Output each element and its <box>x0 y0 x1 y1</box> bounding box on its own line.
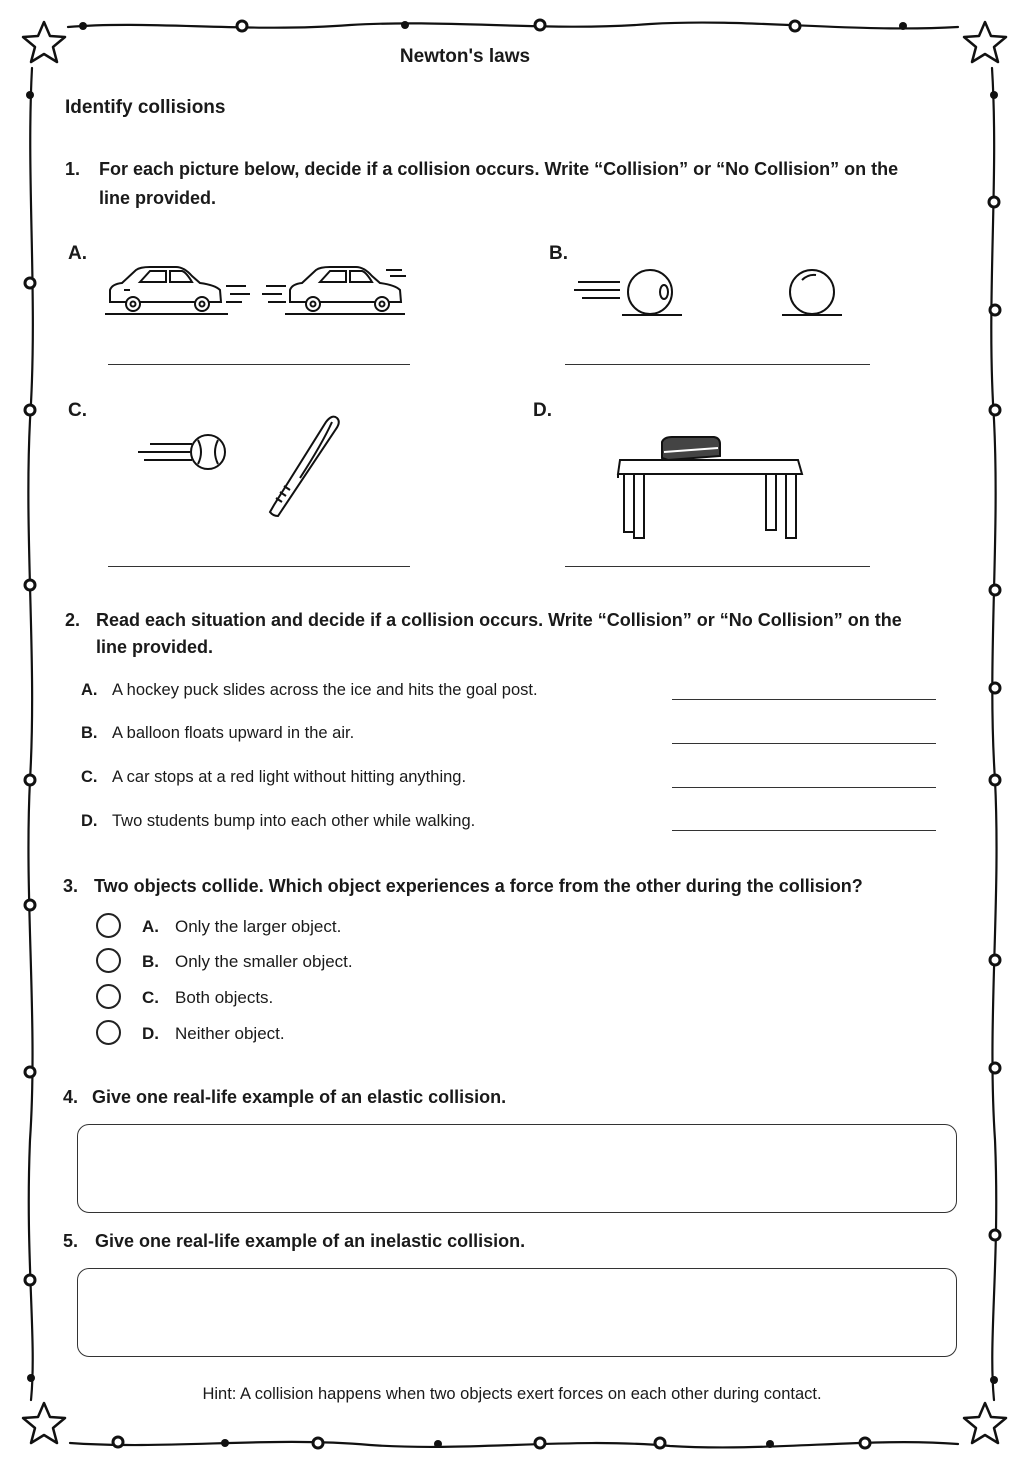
picture-label-b: B. <box>549 243 568 264</box>
answer-box-inelastic[interactable] <box>77 1268 957 1357</box>
question-number: 2. <box>65 610 81 630</box>
hint-text: Hint: A collision happens when two objects exert forces on each other during contact. <box>202 1385 822 1403</box>
star-icon <box>964 22 1006 62</box>
question-text: Give one real-life example of an inelastic collision. <box>95 1231 526 1251</box>
radio-circle-icon[interactable] <box>96 1020 121 1045</box>
page-title: Newton's laws <box>399 46 531 67</box>
radio-circle-icon[interactable] <box>96 913 121 938</box>
multiple-choice-option[interactable]: A. Only the larger object. <box>96 917 496 941</box>
question-text: Two objects collide. Which object experiences a force from the other during the collision? <box>94 876 863 896</box>
answer-line[interactable] <box>672 699 936 700</box>
answer-box-elastic[interactable] <box>77 1124 957 1213</box>
multiple-choice-option[interactable]: C. Both objects. <box>96 988 496 1012</box>
answer-line-a[interactable] <box>108 364 410 365</box>
answer-line[interactable] <box>672 787 936 788</box>
star-icon <box>23 1403 65 1443</box>
question-text: For each picture below, decide if a collision occurs. Write “Collision” or “No Collision” on the line provided. <box>99 159 899 208</box>
picture-label-c: C. <box>68 400 87 421</box>
picture-label-d: D. <box>533 400 552 421</box>
answer-line[interactable] <box>672 830 936 831</box>
question-5 <box>63 1227 943 1257</box>
answer-line[interactable] <box>672 743 936 744</box>
question-number: 1. <box>65 159 81 179</box>
question-number: 3. <box>63 876 79 896</box>
star-icon <box>964 1403 1006 1443</box>
answer-line-c[interactable] <box>108 566 410 567</box>
baseball-and-bat-icon <box>130 410 360 520</box>
question-3 <box>63 872 943 902</box>
question-text: Give one real-life example of an elastic collision. <box>92 1087 507 1107</box>
question-text: Read each situation and decide if a collision occurs. Write “Collision” or “No Collision” on the line provided. <box>96 610 902 657</box>
radio-circle-icon[interactable] <box>96 984 121 1009</box>
picture-label-a: A. <box>68 243 87 264</box>
section-heading: Identify collisions <box>65 97 226 118</box>
answer-line-b[interactable] <box>565 364 870 365</box>
question-number: 4. <box>63 1087 79 1107</box>
question-4 <box>63 1083 943 1113</box>
book-on-table-icon <box>610 430 810 545</box>
multiple-choice-option[interactable]: B. Only the smaller object. <box>96 952 496 976</box>
multiple-choice-option[interactable]: D. Neither object. <box>96 1024 496 1048</box>
answer-line-d[interactable] <box>565 566 870 567</box>
question-number: 5. <box>63 1231 79 1251</box>
radio-circle-icon[interactable] <box>96 948 121 973</box>
cars-moving-toward-each-other-icon <box>100 262 420 322</box>
question-2 <box>65 607 935 667</box>
rolling-ball-and-resting-ball-icon <box>570 262 850 322</box>
question-1 <box>65 155 935 215</box>
